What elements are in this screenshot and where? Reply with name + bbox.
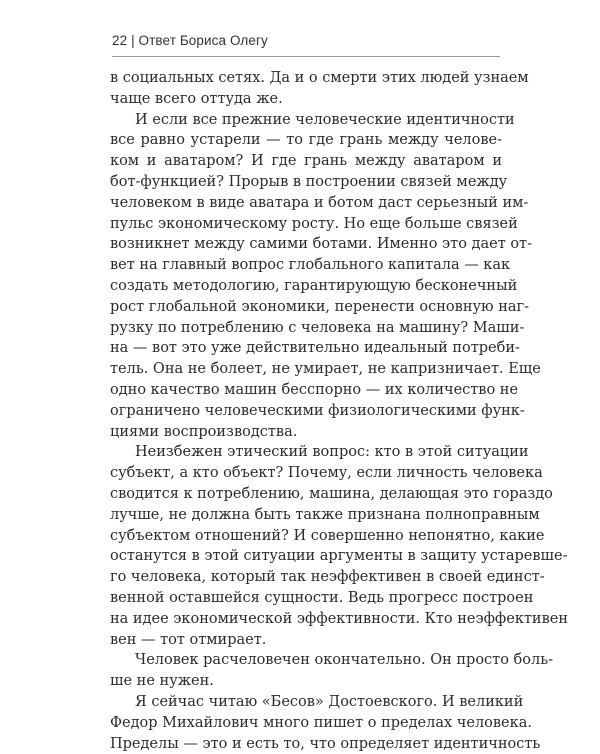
text-line: го человека, который так неэффективен в своей единст- (110, 567, 502, 588)
text-line: венной оставшейся сущности. Ведь прогресс построен (110, 588, 502, 609)
text-line: ком и аватаром? И где грань между аватаром и (110, 151, 502, 172)
text-line: Пределы — это и есть то, что определяет идентичность (110, 734, 502, 754)
header-rule (112, 56, 500, 57)
paragraph-first-line: Человек расчеловечен окончательно. Он просто боль- (110, 650, 502, 671)
header-separator: | (131, 33, 135, 48)
text-line: рост глобальной экономики, перенести основную наг- (110, 297, 502, 318)
text-line: ше не нужен. (110, 671, 502, 692)
paragraph-first-line: Неизбежен этический вопрос: кто в этой ситуации (110, 442, 502, 463)
text-line: лучше, не должна быть также признана полноправным (110, 505, 502, 526)
text-line: субъектом отношений? И совершенно непонятно, какие (110, 526, 502, 547)
text-line: вет на главный вопрос глобального капитала — как (110, 255, 502, 276)
running-title: Ответ Бориса Олегу (139, 33, 268, 48)
paragraph-first-line: Я сейчас читаю «Бесов» Достоевского. И великий (110, 692, 502, 713)
text-line: тель. Она не болеет, не умирает, не капризничает. Еще (110, 359, 502, 380)
body-text (110, 68, 502, 754)
running-header (112, 33, 268, 48)
text-line: субъект, а кто объект? Почему, если личность человека (110, 463, 502, 484)
paragraph-first-line: И если все прежние человеческие идентичности (110, 110, 502, 131)
page-number: 22 (112, 33, 127, 48)
text-line: все равно устарели — то где грань между челове- (110, 130, 502, 151)
text-line: бот-функцией? Прорыв в построении связей между (110, 172, 502, 193)
text-line: вен — тот отмирает. (110, 630, 502, 651)
text-line: одно качество машин бесспорно — их количество не (110, 380, 502, 401)
text-line: на — вот это уже действительно идеальный потреби- (110, 338, 502, 359)
text-line: сводится к потреблению, машина, делающая это гораздо (110, 484, 502, 505)
text-line: человеком в виде аватара и ботом даст серьезный им- (110, 193, 502, 214)
text-line: возникнет между самими ботами. Именно это дает от- (110, 234, 502, 255)
text-line: на идее экономической эффективности. Кто неэффективен (110, 609, 502, 630)
text-line: ограничено человеческими физиологическими функ- (110, 401, 502, 422)
text-line: чаще всего оттуда же. (110, 89, 502, 110)
text-line: циями воспроизводства. (110, 422, 502, 443)
text-line: пульс экономическому росту. Но еще больше связей (110, 214, 502, 235)
text-line: Федор Михайлович много пишет о пределах человека. (110, 713, 502, 734)
text-line: останутся в этой ситуации аргументы в защиту устаревше- (110, 546, 502, 567)
text-line: создать методологию, гарантирующую бесконечный (110, 276, 502, 297)
text-line: рузку по потреблению с человека на машину? Маши- (110, 318, 502, 339)
text-line: в социальных сетях. Да и о смерти этих людей узнаем (110, 68, 502, 89)
